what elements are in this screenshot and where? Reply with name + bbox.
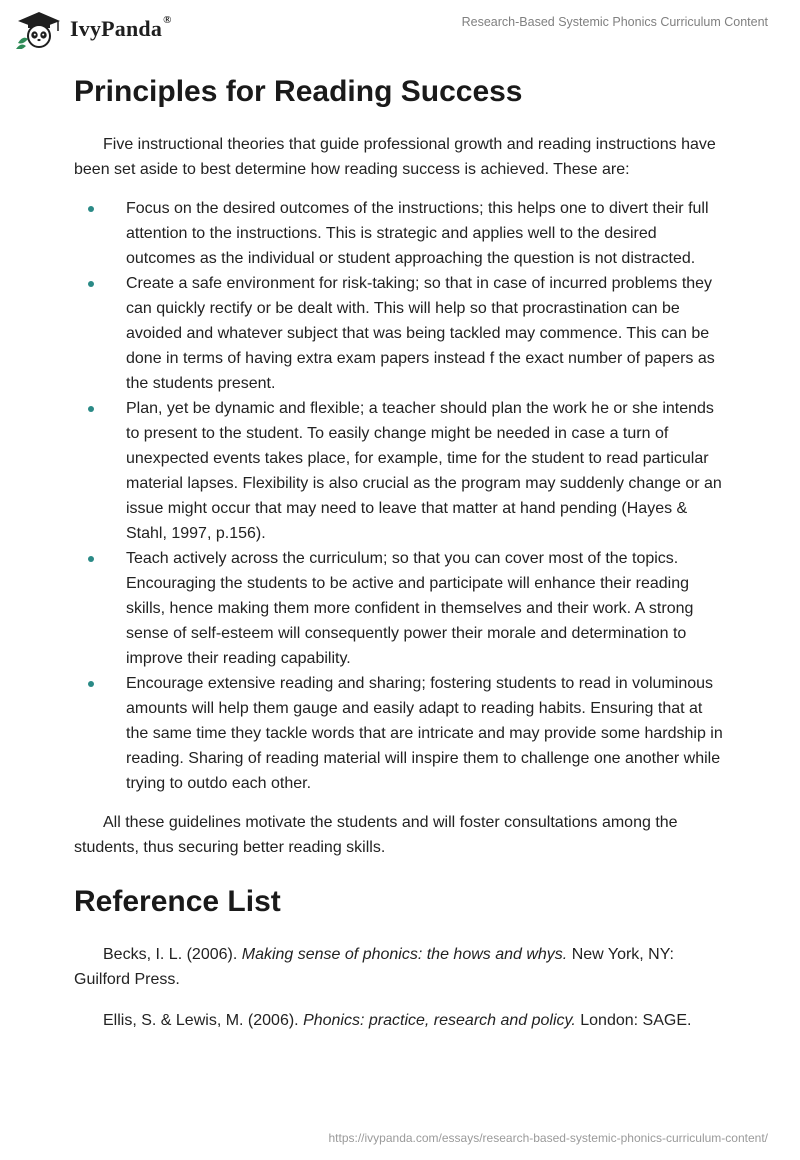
list-item xyxy=(74,546,724,671)
bullet-icon xyxy=(88,406,94,412)
reference-authors: Becks, I. L. (2006). xyxy=(103,946,242,963)
bullet-icon xyxy=(88,281,94,287)
brand-name: IvyPanda® xyxy=(70,14,172,41)
list-item-text: Plan, yet be dynamic and flexible; a teacher should plan the work he or she intends to present to the student. To easily change might be needed in case a turn of unexpected events takes place, for example, time for the student to read particular material lapses. Flexibility is also crucial as the program may suddenly change or an issue might occur that may need to leave that matter at hand pending (Hayes & Stahl, 1997, p.156). xyxy=(126,400,722,542)
principles-list xyxy=(74,196,724,796)
reference-entry xyxy=(74,942,724,992)
panda-graduate-icon xyxy=(14,9,64,49)
bullet-icon xyxy=(88,206,94,212)
closing-paragraph: All these guidelines motivate the students and will foster consultations among the students, thus securing better reading skills. xyxy=(74,814,678,856)
intro-paragraph: Five instructional theories that guide professional growth and reading instructions have been set aside to best determine how reading success is achieved. These are: xyxy=(74,136,716,178)
brand-logo[interactable] xyxy=(14,9,172,49)
essay-content xyxy=(74,72,724,1033)
reference-publisher: New York, NY: Guilford Press. xyxy=(74,946,674,988)
page-header xyxy=(0,0,800,60)
section-heading-references: Reference List xyxy=(74,885,281,918)
list-item-text: Teach actively across the curriculum; so that you can cover most of the topics. Encouraging the students to be active and participate will enhance their reading skills, hence making them more confident in themselves and their work. A strong sense of self-esteem will consequently power their morale and determination to improve their reading capability. xyxy=(126,550,694,667)
reference-authors: Ellis, S. & Lewis, M. (2006). xyxy=(103,1012,304,1029)
list-item-text: Focus on the desired outcomes of the instructions; this helps one to divert their full attention to the instructions. This is strategic and applies well to the desired outcomes as the individual or student approaching the question is not distracted. xyxy=(126,200,709,267)
reference-title: Making sense of phonics: the hows and whys. xyxy=(241,946,568,963)
list-item xyxy=(74,271,724,396)
list-item-text: Create a safe environment for risk-taking; so that in case of incurred problems they can quickly rectify or be dealt with. This will help so that procrastination can be avoided and whatever subject that was being tackled may commence. This can be done in terms of having extra exam papers instead f the exact number of papers as the students present. xyxy=(126,275,715,392)
section-heading-principles: Principles for Reading Success xyxy=(74,75,523,108)
reference-publisher: London: SAGE. xyxy=(575,1012,692,1029)
list-item xyxy=(74,396,724,546)
list-item-text: Encourage extensive reading and sharing; fostering students to read in voluminous amounts will help them gauge and easily adapt to reading habits. Ensuring that at the same time they tackle words that are intricate and may provide some hardship in reading. Sharing of reading material will inspire them to challenge one another while trying to outdo each other. xyxy=(126,675,723,792)
list-item xyxy=(74,671,724,796)
registered-mark: ® xyxy=(163,14,172,26)
reference-title: Phonics: practice, research and policy. xyxy=(303,1012,576,1029)
document-title: Research-Based Systemic Phonics Curriculum Content xyxy=(461,15,768,29)
source-url[interactable]: https://ivypanda.com/essays/research-based-systemic-phonics-curriculum-content/ xyxy=(328,1131,768,1145)
reference-entry xyxy=(74,1008,724,1033)
bullet-icon xyxy=(88,556,94,562)
bullet-icon xyxy=(88,681,94,687)
list-item xyxy=(74,196,724,271)
